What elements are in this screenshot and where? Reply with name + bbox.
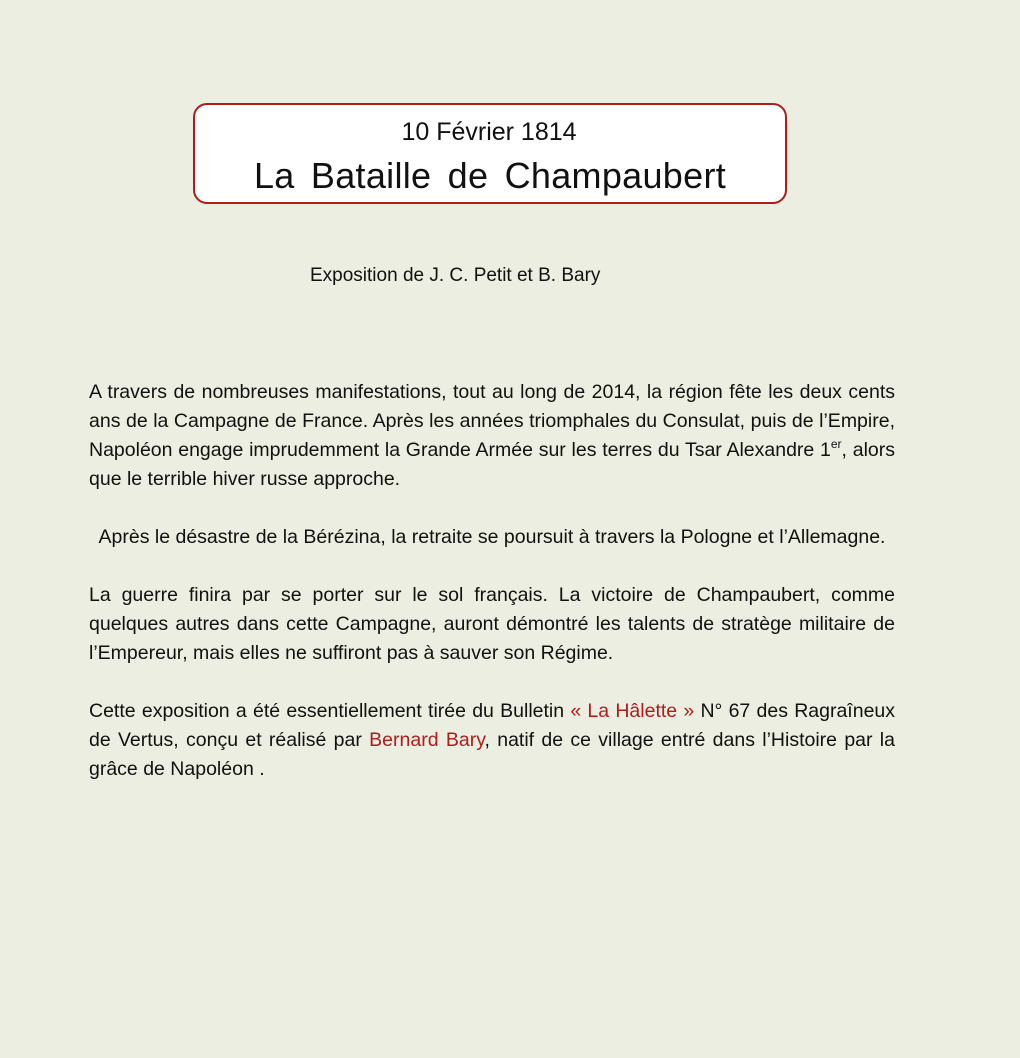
paragraph-source-text-1: Cette exposition a été essentiellement tirée du Bulletin bbox=[89, 700, 571, 722]
paragraph-source-text-3: , natif de ce village entré dans l’Histoire par la grâce de Napoléon . bbox=[89, 729, 895, 780]
paragraph-source bbox=[89, 697, 895, 784]
paragraph-retreat: Après le désastre de la Bérézina, la retraite se poursuit à travers la Pologne et l’Allemagne. bbox=[98, 526, 886, 548]
superscript-er: er bbox=[830, 437, 842, 451]
author-name: Bernard Bary bbox=[369, 729, 485, 751]
paragraph-war: La guerre finira par se porter sur le sol français. La victoire de Champaubert, comme quelques autres dans cette Campagne, auront démontré les talents de stratège militaire de l’Empereur, mais elles ne suffiront pas à sauver son Régime. bbox=[89, 584, 895, 664]
paragraph-source-text-2: N° 67 des Ragraîneux de Vertus, conçu et réalisé par bbox=[89, 700, 896, 751]
paragraph-intro bbox=[89, 378, 895, 494]
bulletin-name: « La Hâlette » bbox=[570, 700, 695, 722]
paragraph-intro-end: , alors que le terrible hiver russe approche. bbox=[89, 439, 895, 490]
page-title: La Bataille de Champaubert bbox=[253, 155, 727, 196]
exhibition-credit: Exposition de J. C. Petit et B. Bary bbox=[310, 265, 601, 286]
paragraph-intro-text: A travers de nombreuses manifestations, tout au long de 2014, la région fête les deux cents ans de la Campagne de France. Après les années triomphales du Consulat, puis de l’Empire, Napoléon engage imprudemment la Grande Armée sur les terres du Tsar Alexandre 1 bbox=[89, 381, 895, 461]
title-box bbox=[193, 103, 787, 204]
title-date: 10 Février 1814 bbox=[401, 118, 577, 146]
body-text bbox=[89, 378, 895, 813]
